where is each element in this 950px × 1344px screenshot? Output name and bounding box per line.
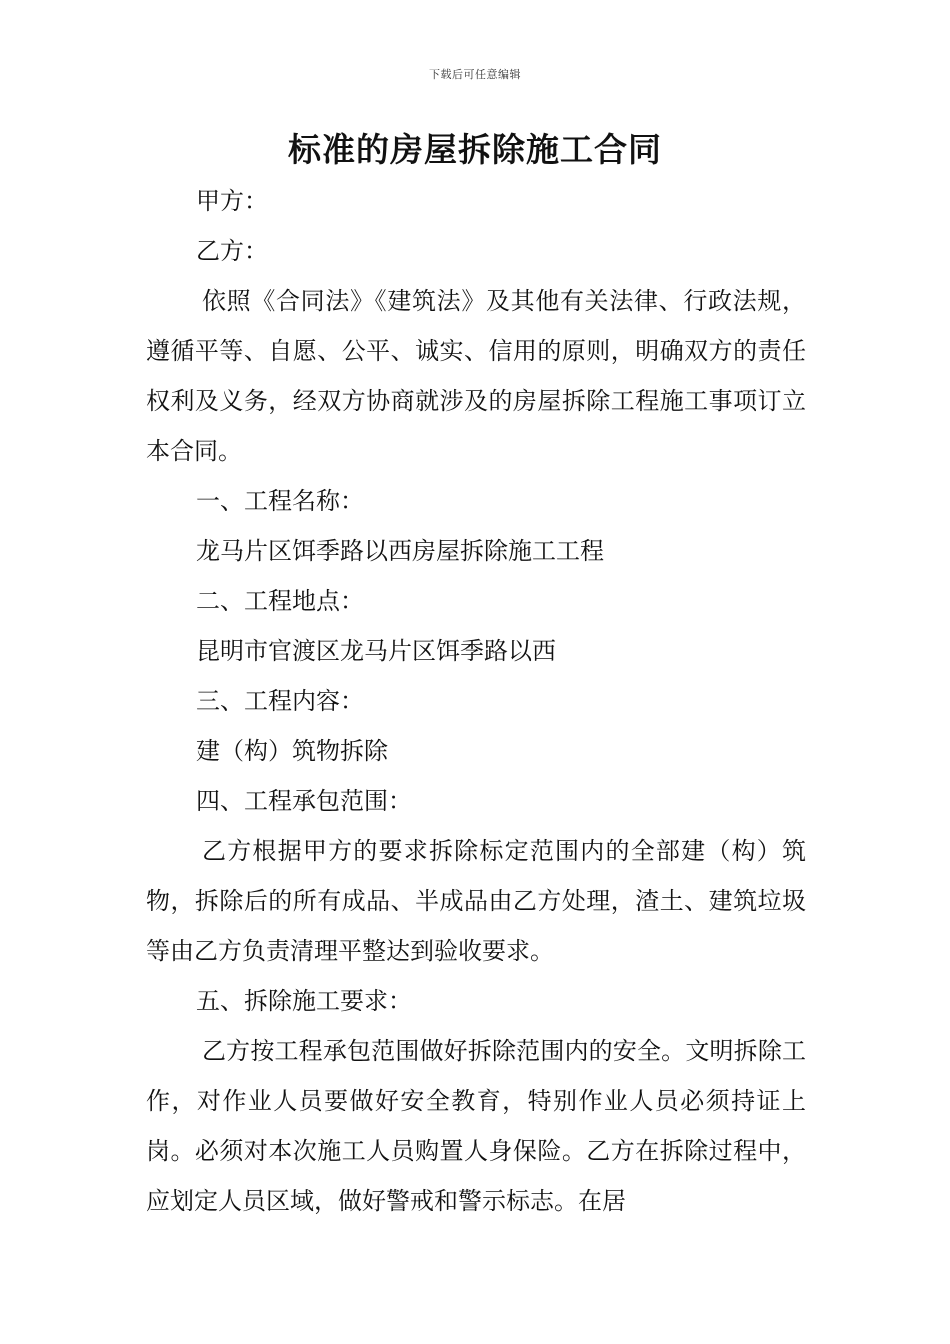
- section-heading-project-content: 三、工程内容：: [196, 687, 364, 715]
- intro-paragraph: 依照《合同法》《建筑法》及其他有关法律、行政法规，遵循平等、自愿、公平、诚实、信用的原则，明确双方的责任权利及义务，经双方协商就涉及的房屋拆除工程施工事项订立本合同。: [146, 287, 806, 465]
- party-b-label: 乙方：: [196, 237, 268, 265]
- party-a-label: 甲方：: [196, 187, 268, 215]
- section-content-project-location: 昆明市官渡区龙马片区饵季路以西: [196, 637, 556, 665]
- section-content-demolition-requirements: 乙方按工程承包范围做好拆除范围内的安全。文明拆除工作，对作业人员要做好安全教育，特别作业人员必须持证上岗。必须对本次施工人员购置人身保险。乙方在拆除过程中，应划定人员区域，做好警戒和警示标志。在居: [146, 1037, 806, 1215]
- section-heading-contract-scope: 四、工程承包范围：: [196, 787, 412, 815]
- section-heading-demolition-requirements: 五、拆除施工要求：: [196, 987, 412, 1015]
- document-title: 标准的房屋拆除施工合同: [288, 130, 662, 169]
- section-content-project-content: 建（构）筑物拆除: [196, 737, 388, 765]
- section-content-project-name: 龙马片区饵季路以西房屋拆除施工工程: [196, 537, 604, 565]
- section-heading-project-name: 一、工程名称：: [196, 487, 364, 515]
- section-content-contract-scope: 乙方根据甲方的要求拆除标定范围内的全部建（构）筑物，拆除后的所有成品、半成品由乙方处理，渣土、建筑垃圾等由乙方负责清理平整达到验收要求。: [146, 837, 806, 965]
- section-heading-project-location: 二、工程地点：: [196, 587, 364, 615]
- document-body: [146, 176, 806, 1226]
- header-note: 下载后可任意编辑: [429, 68, 521, 81]
